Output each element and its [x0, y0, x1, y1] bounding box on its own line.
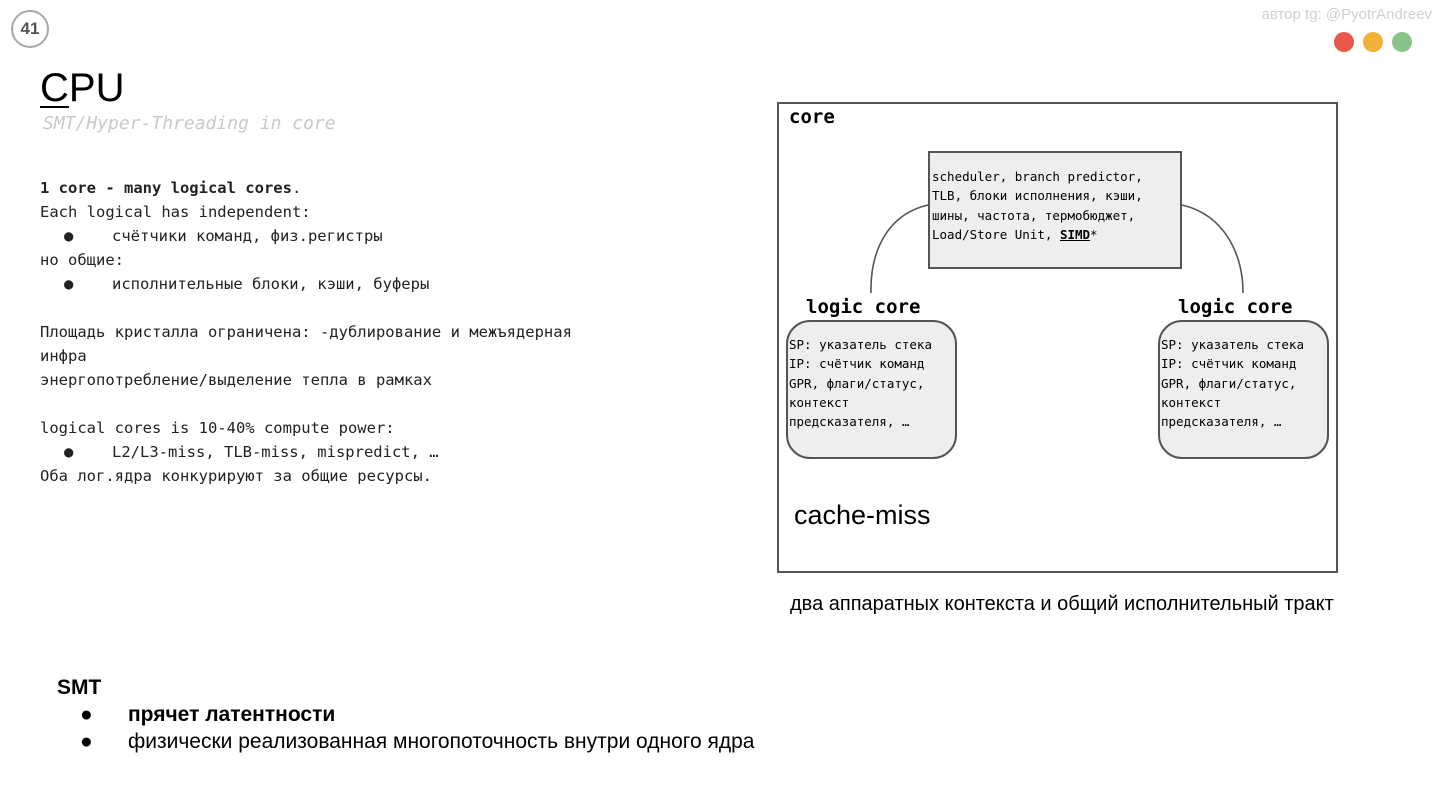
logic-line: предсказателя, …	[789, 414, 910, 430]
smt-heading: SMT	[57, 676, 102, 699]
logic-line: SP: указатель стека	[789, 337, 932, 352]
body-line: но общие:	[40, 251, 124, 269]
bullet-icon: ●	[64, 275, 74, 293]
logic-line: GPR, флаги/статус,	[789, 375, 925, 391]
shared-line: TLB, блоки исполнения, кэши,	[932, 188, 1143, 204]
page-title	[40, 66, 124, 111]
bullet-icon: ●	[80, 730, 93, 753]
bullet-text: исполнительные блоки, кэши, буферы	[112, 275, 430, 293]
body-text	[40, 176, 572, 488]
logic-line: GPR, флаги/статус,	[1161, 375, 1297, 391]
core-label: core	[789, 106, 835, 128]
body-line	[40, 176, 572, 200]
shared-line-pre: Load/Store Unit,	[932, 226, 1060, 242]
title-rest: PU	[68, 66, 125, 110]
smt-item-text: физически реализованная многопоточность внутри одного ядра	[128, 730, 755, 753]
logic-line: IP: счётчик команд	[1161, 356, 1297, 372]
smt-item-text: прячет латентности	[128, 703, 336, 726]
body-bullet	[40, 272, 572, 296]
cache-miss-label: cache-miss	[794, 500, 931, 530]
author-credit: автор tg: @PyotrAndreev	[1261, 6, 1432, 23]
logic-line: SP: указатель стека	[1161, 337, 1304, 352]
page-subtitle: SMT/Hyper-Threading in core	[43, 113, 336, 134]
body-line: инфра	[40, 347, 87, 365]
diagram-caption: два аппаратных контекста и общий исполнительный тракт	[790, 593, 1334, 615]
logic-core-right-label: logic core	[1178, 296, 1293, 318]
bullet-icon: ●	[64, 443, 74, 461]
bullet-icon: ●	[80, 703, 93, 726]
shared-line: scheduler, branch predictor,	[932, 169, 1143, 184]
body-bullet	[40, 440, 572, 464]
logic-core-left-box	[786, 320, 957, 459]
logic-line: контекст	[1161, 394, 1222, 410]
body-line-tail: .	[291, 179, 302, 197]
red-dot	[1334, 32, 1354, 52]
title-first-letter: C	[40, 66, 69, 110]
body-bold-text: 1 core - many logical cores	[40, 179, 292, 197]
shared-line-post: *	[1090, 226, 1098, 242]
body-line: энергопотребление/выделение тепла в рамках	[40, 371, 432, 389]
bullet-icon: ●	[64, 227, 74, 245]
logic-core-left-label: logic core	[806, 296, 921, 318]
logic-line: IP: счётчик команд	[789, 356, 925, 372]
bullet-text: L2/L3-miss, TLB-miss, mispredict, …	[112, 443, 439, 461]
yellow-dot	[1363, 32, 1383, 52]
list-item	[80, 701, 754, 728]
window-dots	[1334, 32, 1412, 52]
shared-line	[932, 225, 1180, 244]
logic-line: предсказателя, …	[1161, 414, 1282, 430]
slide-number-badge: 41	[11, 10, 49, 48]
logic-core-right-box	[1158, 320, 1329, 459]
simd-text: SIMD	[1059, 226, 1091, 242]
body-bullet	[40, 224, 572, 248]
bullet-text: счётчики команд, физ.регистры	[112, 227, 383, 245]
smt-list	[80, 701, 754, 755]
shared-line: шины, частота, термобюджет,	[932, 207, 1136, 223]
body-line: logical cores is 10-40% compute power:	[40, 419, 395, 437]
body-line: Площадь кристалла ограничена: -дублирование и межъядерная	[40, 323, 572, 341]
green-dot	[1392, 32, 1412, 52]
shared-resources-box	[928, 151, 1182, 269]
body-line: Оба лог.ядра конкурируют за общие ресурсы.	[40, 467, 432, 485]
logic-line: контекст	[789, 394, 850, 410]
list-item	[80, 728, 754, 755]
body-line: Each logical has independent:	[40, 203, 311, 221]
